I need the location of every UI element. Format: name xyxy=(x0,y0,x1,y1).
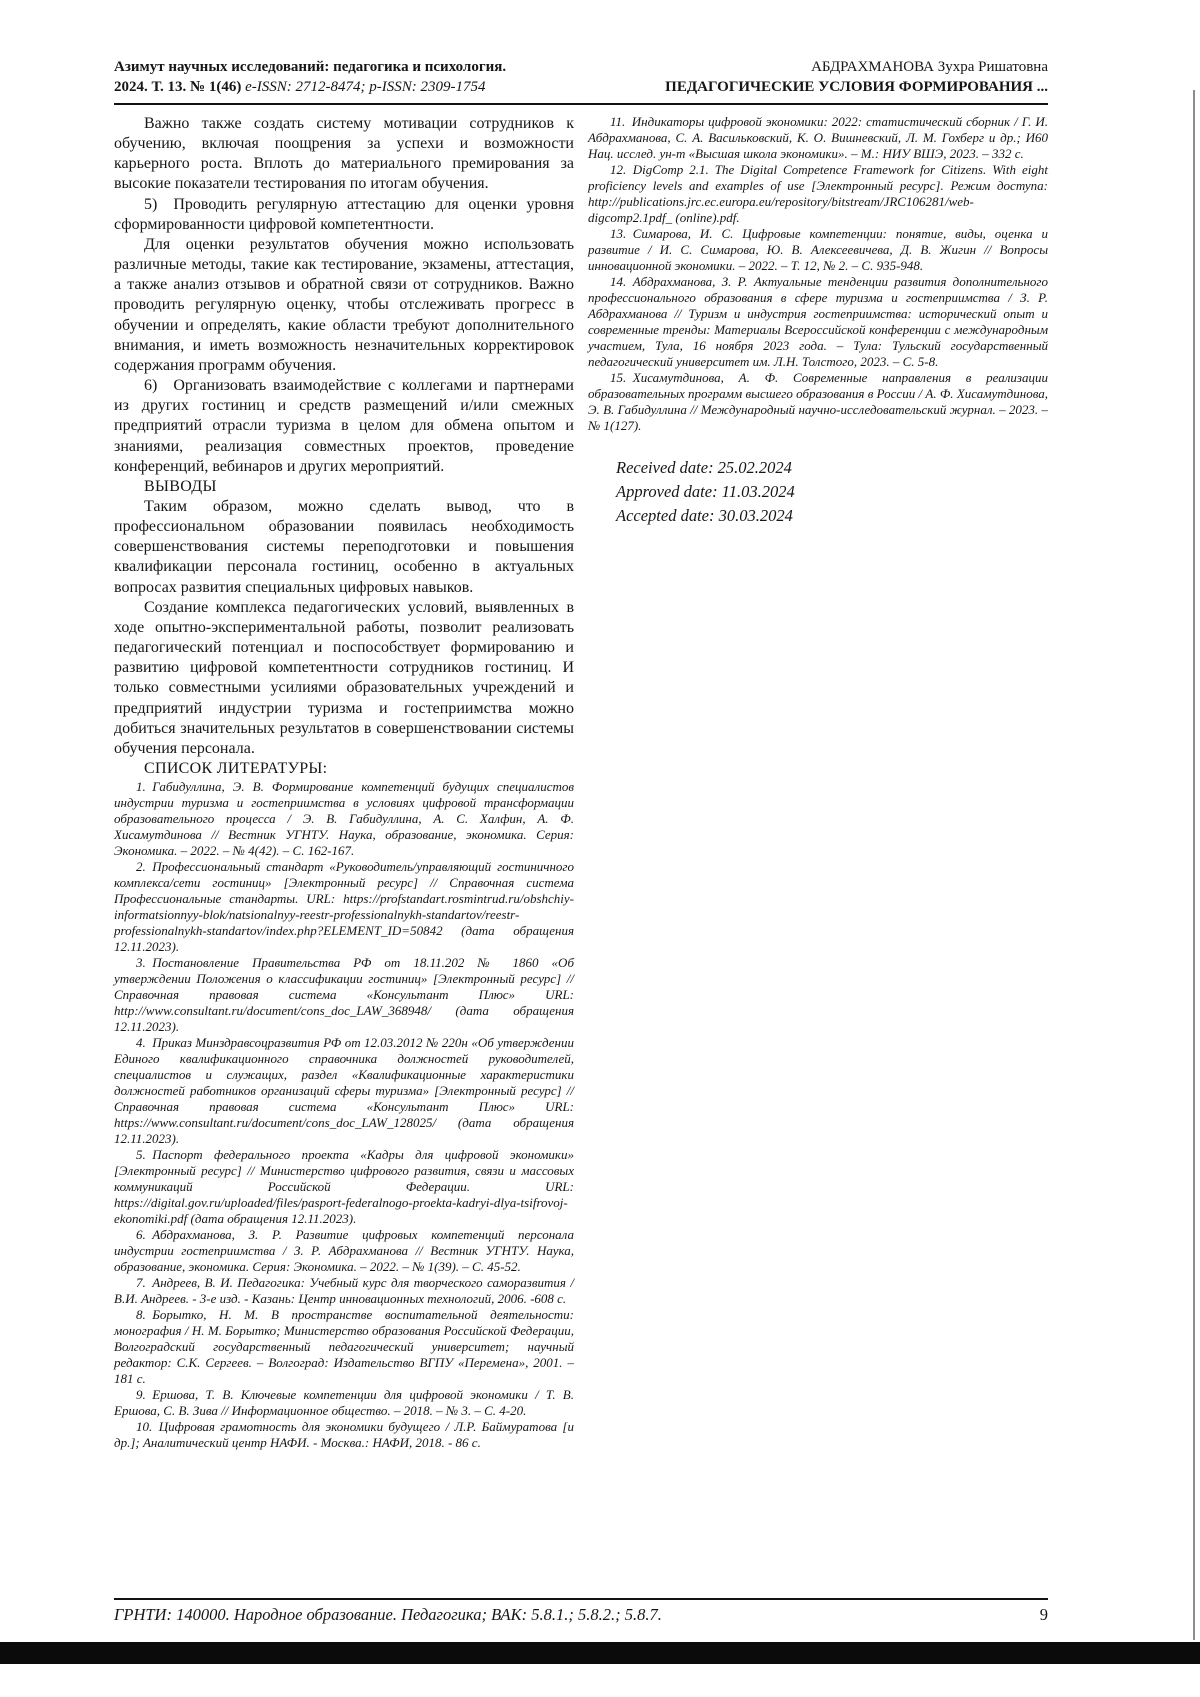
reference-item: 12. DigComp 2.1. The Digital Competence Framework for Citizens. With eight proficiency levels and examples of use [Электронный ресурс]. Режим доступа: http://publications.jrc.ec.europa.eu/repository/bitstream/JRC106281/web-digcomp2.1pdf_ (online).pdf. xyxy=(588,161,1048,225)
issue-info: 2024. Т. 13. № 1(46) xyxy=(114,78,242,95)
paragraph: Создание комплекса педагогических условий, выявленных в ходе опытно-экспериментальной работы, позволит реализовать педагогический потенциал и поспособствует формированию и развитию цифровой компетентности сотрудников гостиниц. И только совместными усилиями образовательных учреждений и предприятий индустрии туризма и гостеприимства можно добиться значительных результатов в совершенствовании системы обучения персонала. xyxy=(114,598,574,757)
reference-item: 3. Постановление Правительства РФ от 18.11.202 № 1860 «Об утверждении Положения о классификации гостиниц» [Электронный ресурс] // Справочная правовая система «Консультант Плюс» URL: http://www.consultant.ru/document/cons_doc_LAW_368948/ (дата обращения 12.11.2023). xyxy=(114,954,574,1034)
page-header xyxy=(114,58,1048,103)
reference-item: 9. Ершова, Т. В. Ключевые компетенции для цифровой экономики / Т. В. Ершова, С. В. Зива // Информационное общество. – 2018. – № 3. – С. 4-20. xyxy=(114,1386,574,1418)
reference-item: 7. Андреев, В. И. Педагогика: Учебный курс для творческого саморазвития / В.И. Андреев. - 3-е изд. - Казань: Центр инновационных технологий, 2006. -608 с. xyxy=(114,1274,574,1306)
issn-info: e-ISSN: 2712-8474; p-ISSN: 2309-1754 xyxy=(245,78,486,95)
page-number: 9 xyxy=(1039,1605,1048,1624)
author-name: АБДРАХМАНОВА Зухра Ришатовна xyxy=(811,59,1048,75)
reference-item: 8. Борытко, Н. М. В пространстве воспитательной деятельности: монография / Н. М. Борытко; Министерство образования Российской Федерации, Волгоградский государственный педагогический университет; научный редактор: С.К. Сергеев. – Волгоград: Издательство ВГПУ «Перемена», 2001. – 181 с. xyxy=(114,1306,574,1386)
journal-name: Азимут научных исследований: педагогика и психология. xyxy=(114,59,507,75)
received-date: Received date: 25.02.2024 xyxy=(616,457,792,477)
reference-item: 1. Габидуллина, Э. В. Формирование компетенций будущих специалистов индустрии туризма и гостеприимства в условиях цифровой трансформации образовательного процесса / Э. В. Габидуллина, А. С. Халфин, А. Ф. Хисамутдинова // Вестник УГНТУ. Наука, образование, экономика. Серия: Экономика. – 2022. – № 4(42). – С. 162-167. xyxy=(114,779,574,859)
reference-item: 4. Приказ Минздравсоцразвития РФ от 12.03.2012 № 220н «Об утверждении Единого квалификационного справочника должностей руководителей, специалистов и служащих, раздел «Квалификационные характеристики должностей работников организаций сферы туризма» [Электронный ресурс] // Справочная правовая система «Консультант Плюс» URL: https://www.consultant.ru/document/cons_doc_LAW_128025/ (дата обращения 12.11.2023). xyxy=(114,1034,574,1146)
reference-item: 5. Паспорт федерального проекта «Кадры для цифровой экономики» [Электронный ресурс] // Министерство цифрового развития, связи и массовых коммуникаций Российской Федерации. URL: https://digital.gov.ru/uploaded/files/pasport-federalnogo-proekta-kadryi-dlya-tsifrovoj-ekonomiki.pdf (дата обращения 12.11.2023). xyxy=(114,1146,574,1226)
paragraph-numbered-5: 5) Проводить регулярную аттестацию для оценки уровня сформированности цифровой компетентности. xyxy=(114,195,574,233)
reference-item: 2. Профессиональный стандарт «Руководитель/управляющий гостиничного комплекса/сети гостиниц» [Электронный ресурс] // Справочная система Профессиональные стандарты. URL: https://profstandart.rosmintrud.ru/obshchiy-informatsionnyy-blok/natsionalnyy-reestr-professionalnykh-standartov/reestr-professionalnykh-standartov/index.php?ELEMENT_ID=50842 (дата обращения 12.11.2023). xyxy=(114,859,574,954)
header-article-block xyxy=(665,58,1048,97)
header-rule xyxy=(114,103,1048,105)
article-dates-block xyxy=(616,456,1048,528)
section-heading-conclusions: ВЫВОДЫ xyxy=(144,477,217,495)
section-heading-references: СПИСОК ЛИТЕРАТУРЫ: xyxy=(144,760,328,777)
issue-line xyxy=(114,78,506,98)
approved-date: Approved date: 11.03.2024 xyxy=(616,481,795,501)
right-column xyxy=(588,114,1048,1451)
paragraph: Важно также создать систему мотивации сотрудников к обучению, включая поощрения за успехи и возможности карьерного роста. Вплоть до материального премирования за высокие показатели тестирования по итогам обучения. xyxy=(114,115,574,193)
reference-item: 10. Цифровая грамотность для экономики будущего / Л.Р. Баймуратова [и др.]; Аналитический центр НАФИ. - Москва.: НАФИ, 2018. - 86 с. xyxy=(114,1418,574,1450)
reference-item: 15. Хисамутдинова, А. Ф. Современные направления в реализации образовательных программ высшего образования в России / А. Ф. Хисамутдинова, Э. В. Габидуллина // Международный научно-исследовательский журнал. – 2023. – № 1(127). xyxy=(588,369,1048,433)
paragraph: Для оценки результатов обучения можно использовать различные методы, такие как тестирование, экзамены, аттестация, а также анализ отзывов и обратной связи от сотрудников. Важно проводить регулярную оценку, чтобы отслеживать прогресс в обучении и определять, какие области требуют дополнительного внимания, и иметь возможность незначительных корректировок содержания программ обучения. xyxy=(114,235,574,374)
left-column xyxy=(114,114,574,1451)
reference-item: 14. Абдрахманова, З. Р. Актуальные тенденции развития дополнительного профессионального образования в сфере туризма и гостеприимства / З. Р. Абдрахманова // Туризм и индустрия гостеприимства: исторический опыт и современные тренды: Материалы Всероссийской конференции с международным участием, Тула, 16 ноября 2023 года. – Тула: Тульский государственный педагогический университет им. Л.Н. Толстого, 2023. – С. 5-8. xyxy=(588,273,1048,369)
footer-classification: ГРНТИ: 140000. Народное образование. Педагогика; ВАК: 5.8.1.; 5.8.2.; 5.8.7. xyxy=(114,1605,662,1624)
reference-item: 6. Абдрахманова, З. Р. Развитие цифровых компетенций персонала индустрии гостеприимства / З. Р. Абдрахманова // Вестник УГНТУ. Наука, образование, экономика. Серия: Экономика. – 2022. – № 1(39). – С. 45-52. xyxy=(114,1226,574,1274)
two-column-layout xyxy=(114,114,1048,1451)
paragraph: Таким образом, можно сделать вывод, что в профессиональном образовании появилась необходимость совершенствования системы переподготовки и повышения квалификации персонала гостиниц, особенно в актуальных вопросах развития специальных цифровых навыков. xyxy=(114,497,574,596)
reference-item: 13. Симарова, И. С. Цифровые компетенции: понятие, виды, оценка и развитие / И. С. Симарова, Ю. В. Алексеевичева, Д. В. Жигин // Вопросы инновационной экономики. – 2022. – Т. 12, № 2. – С. 935-948. xyxy=(588,225,1048,273)
page-content xyxy=(114,58,1048,1451)
reference-item: 11. Индикаторы цифровой экономики: 2022: статистический сборник / Г. И. Абдрахманова, С. А. Васильковский, К. О. Вишневский, Л. М. Гохберг и др.; И60 Нац. исслед. ун-т «Высшая школа экономики». – М.: НИУ ВШЭ, 2023. – 332 с. xyxy=(588,114,1048,161)
scan-bottom-bar xyxy=(0,1642,1200,1664)
header-journal-block xyxy=(114,58,506,97)
page-footer xyxy=(114,1598,1048,1626)
accepted-date: Accepted date: 30.03.2024 xyxy=(616,505,793,525)
running-title: ПЕДАГОГИЧЕСКИЕ УСЛОВИЯ ФОРМИРОВАНИЯ ... xyxy=(665,78,1048,95)
scan-edge-artifact xyxy=(1193,90,1195,1640)
paragraph-numbered-6: 6) Организовать взаимодействие с коллегами и партнерами из других гостиниц и средств размещений и/или смежных предприятий отрасли туризма в целом для обмена опытом и знаниями, реализация совместных проектов, проведение конференций, вебинаров и других мероприятий. xyxy=(114,377,574,475)
